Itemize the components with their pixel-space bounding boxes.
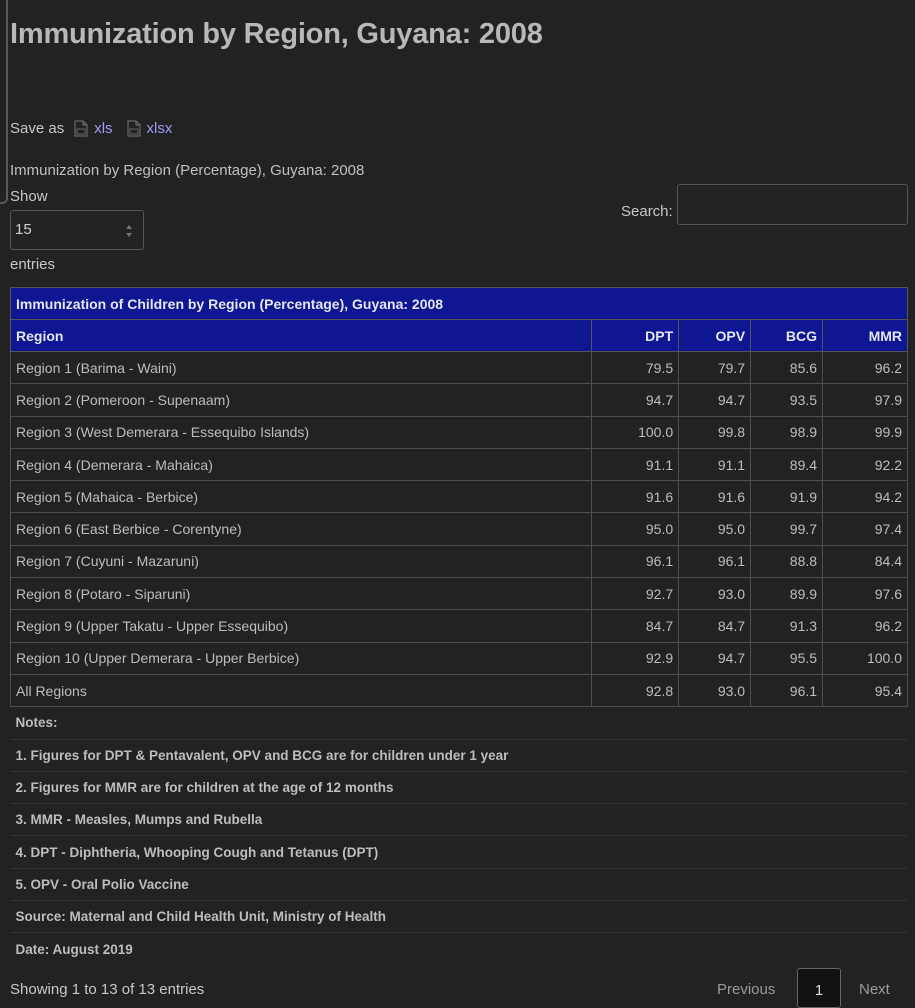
dpt-cell: 96.1: [592, 545, 679, 577]
table-row: [11, 352, 908, 384]
opv-cell: 99.8: [679, 416, 751, 448]
bcg-cell: 95.5: [751, 642, 823, 674]
mmr-cell: 94.2: [823, 481, 908, 513]
column-header-region[interactable]: Region: [11, 320, 592, 352]
table-header-row: [11, 320, 908, 352]
table-row: [11, 513, 908, 545]
region-cell: Region 1 (Barima - Waini): [11, 352, 592, 384]
region-cell: Region 7 (Cuyuni - Mazaruni): [11, 545, 592, 577]
dpt-cell: 91.1: [592, 448, 679, 480]
table-row: [11, 545, 908, 577]
spreadsheet-file-icon: [127, 120, 141, 137]
region-cell: Region 3 (West Demerara - Essequibo Islands): [11, 416, 592, 448]
note-row: [11, 836, 908, 868]
dpt-cell: 92.8: [592, 674, 679, 706]
column-header-opv[interactable]: OPV: [679, 320, 751, 352]
mmr-cell: 96.2: [823, 352, 908, 384]
dpt-cell: 79.5: [592, 352, 679, 384]
opv-cell: 94.7: [679, 642, 751, 674]
mmr-cell: 97.4: [823, 513, 908, 545]
note-row: [11, 868, 908, 900]
opv-cell: 93.0: [679, 674, 751, 706]
opv-cell: 93.0: [679, 578, 751, 610]
show-label: Show: [10, 188, 48, 205]
mmr-cell: 96.2: [823, 610, 908, 642]
bcg-cell: 88.8: [751, 545, 823, 577]
download-xls-link[interactable]: [74, 120, 112, 137]
save-as-row: [10, 120, 186, 137]
mmr-cell: 84.4: [823, 545, 908, 577]
table-row: [11, 448, 908, 480]
region-cell: Region 9 (Upper Takatu - Upper Essequibo): [11, 610, 592, 642]
opv-cell: 91.6: [679, 481, 751, 513]
dpt-cell: 94.7: [592, 384, 679, 416]
note-text: 3. MMR - Measles, Mumps and Rubella: [11, 804, 908, 836]
save-as-label: Save as: [10, 120, 65, 137]
entries-label: entries: [10, 256, 56, 273]
region-cell: Region 2 (Pomeroon - Supenaam): [11, 384, 592, 416]
left-border-line: [6, 0, 8, 200]
opv-cell: 95.0: [679, 513, 751, 545]
dpt-cell: 92.9: [592, 642, 679, 674]
bcg-cell: 91.3: [751, 610, 823, 642]
note-row: [11, 771, 908, 803]
bcg-cell: 99.7: [751, 513, 823, 545]
immunization-table: [10, 287, 908, 965]
opv-cell: 96.1: [679, 545, 751, 577]
opv-cell: 79.7: [679, 352, 751, 384]
mmr-cell: 97.6: [823, 578, 908, 610]
region-cell: Region 8 (Potaro - Siparuni): [11, 578, 592, 610]
column-header-bcg[interactable]: BCG: [751, 320, 823, 352]
bcg-cell: 91.9: [751, 481, 823, 513]
bcg-cell: 89.4: [751, 448, 823, 480]
entries-per-page-select[interactable]: [10, 210, 144, 250]
table-subtitle: Immunization by Region (Percentage), Guyana: 2008: [10, 162, 365, 179]
page-1-button[interactable]: 1: [797, 968, 841, 1008]
bcg-cell: 93.5: [751, 384, 823, 416]
dpt-cell: 92.7: [592, 578, 679, 610]
region-cell: All Regions: [11, 674, 592, 706]
dpt-cell: 84.7: [592, 610, 679, 642]
bcg-cell: 89.9: [751, 578, 823, 610]
table-caption: Immunization of Children by Region (Percentage), Guyana: 2008: [11, 288, 908, 320]
mmr-cell: 100.0: [823, 642, 908, 674]
source-text: Source: Maternal and Child Health Unit, Ministry of Health: [11, 901, 908, 933]
bcg-cell: 85.6: [751, 352, 823, 384]
mmr-cell: 97.9: [823, 384, 908, 416]
table-caption-row: [11, 288, 908, 320]
dpt-cell: 95.0: [592, 513, 679, 545]
dpt-cell: 100.0: [592, 416, 679, 448]
bcg-cell: 98.9: [751, 416, 823, 448]
table-row: [11, 578, 908, 610]
dpt-cell: 91.6: [592, 481, 679, 513]
note-text: 2. Figures for MMR are for children at the age of 12 months: [11, 771, 908, 803]
region-cell: Region 10 (Upper Demerara - Upper Berbice): [11, 642, 592, 674]
date-text: Date: August 2019: [11, 933, 908, 965]
search-input[interactable]: [677, 184, 908, 225]
download-xlsx-label: xlsx: [146, 120, 173, 137]
table-row: [11, 481, 908, 513]
bcg-cell: 96.1: [751, 674, 823, 706]
mmr-cell: 95.4: [823, 674, 908, 706]
note-row: [11, 933, 908, 965]
region-cell: Region 6 (East Berbice - Corentyne): [11, 513, 592, 545]
left-border-curve: [0, 196, 8, 204]
entries-per-page-value: 15: [15, 221, 32, 238]
search-label: Search:: [621, 203, 673, 220]
region-cell: Region 4 (Demerara - Mahaica): [11, 448, 592, 480]
notes-heading: Notes:: [11, 707, 908, 739]
table-row: [11, 610, 908, 642]
mmr-cell: 99.9: [823, 416, 908, 448]
opv-cell: 94.7: [679, 384, 751, 416]
download-xlsx-link[interactable]: [127, 120, 173, 137]
spinner-arrows-icon: [125, 223, 133, 239]
note-text: 4. DPT - Diphtheria, Whooping Cough and Tetanus (DPT): [11, 836, 908, 868]
table-row: [11, 416, 908, 448]
region-cell: Region 5 (Mahaica - Berbice): [11, 481, 592, 513]
spreadsheet-file-icon: [74, 120, 88, 137]
pagination-info: Showing 1 to 13 of 13 entries: [10, 981, 205, 998]
table-row: [11, 674, 908, 706]
note-text: 1. Figures for DPT & Pentavalent, OPV and BCG are for children under 1 year: [11, 739, 908, 771]
table-row: [11, 642, 908, 674]
previous-page-button[interactable]: Previous: [717, 981, 776, 998]
mmr-cell: 92.2: [823, 448, 908, 480]
note-row: [11, 739, 908, 771]
opv-cell: 91.1: [679, 448, 751, 480]
next-page-button[interactable]: Next: [859, 981, 890, 998]
note-row: [11, 804, 908, 836]
opv-cell: 84.7: [679, 610, 751, 642]
note-text: 5. OPV - Oral Polio Vaccine: [11, 868, 908, 900]
note-row: [11, 707, 908, 739]
page-title: Immunization by Region, Guyana: 2008: [10, 18, 543, 50]
note-row: [11, 901, 908, 933]
column-header-dpt[interactable]: DPT: [592, 320, 679, 352]
download-xls-label: xls: [94, 120, 113, 137]
table-row: [11, 384, 908, 416]
column-header-mmr[interactable]: MMR: [823, 320, 908, 352]
